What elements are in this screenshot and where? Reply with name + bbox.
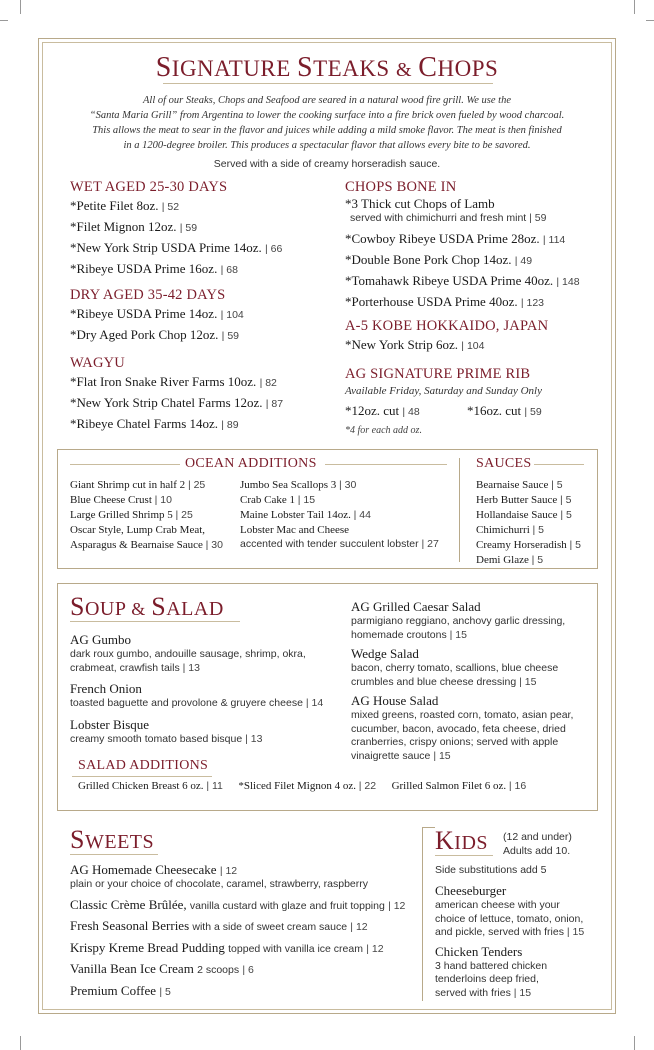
menu-item: Crab Cake 1 | 15 — [240, 494, 316, 506]
menu-item: Grilled Salmon Filet 6 oz. | 16 — [391, 780, 527, 792]
crop-mark — [20, 0, 21, 14]
item-description: toasted baguette and provolone & gruyere cheese | 14 — [70, 697, 324, 709]
heading-rule — [325, 464, 447, 465]
chops-section — [345, 179, 580, 310]
menu-item: *Petite Filet 8oz. | 52 — [70, 198, 180, 213]
menu-item: *New York Strip 6oz. | 104 — [345, 337, 485, 352]
title-underline — [435, 855, 493, 856]
section-heading: A-5 KOBE HOKKAIDO, JAPAN — [345, 318, 549, 334]
salad-additions-heading: SALAD ADDITIONS — [78, 758, 209, 773]
menu-item: *Ribeye USDA Prime 14oz. | 104 — [70, 306, 244, 321]
item-description: american cheese with your choice of lettuce, tomato, onion, and pickle, served with fries | 15 — [435, 899, 585, 938]
menu-item: *3 Thick cut Chops of Lamb — [345, 196, 495, 211]
menu-item: Giant Shrimp cut in half 2 | 25 — [70, 479, 206, 491]
crop-mark — [646, 20, 654, 21]
menu-item: *Ribeye Chatel Farms 14oz. | 89 — [70, 416, 239, 431]
prime-rib-section — [345, 366, 542, 436]
menu-item: *New York Strip Chatel Farms 12oz. | 87 — [70, 395, 284, 410]
wagyu-section — [70, 355, 283, 432]
sweets-list — [70, 862, 420, 999]
menu-item: Vanilla Bean Ice Cream 2 scoops | 6 — [70, 961, 254, 976]
menu-item: Chimichurri | 5 — [476, 524, 545, 536]
menu-item: Lobster Mac and Cheese — [240, 524, 350, 536]
menu-item: Asparagus & Bearnaise Sauce | 30 — [70, 539, 223, 551]
item-description: plain or your choice of chocolate, caramel, strawberry, raspberry — [70, 878, 369, 890]
menu-item: *Ribeye USDA Prime 16oz. | 68 — [70, 261, 238, 276]
menu-item: *Dry Aged Pork Chop 12oz. | 59 — [70, 327, 239, 342]
availability-note: Available Friday, Saturday and Sunday Only — [345, 385, 542, 397]
dry-aged-section — [70, 287, 244, 343]
menu-item: Premium Coffee | 5 — [70, 982, 171, 998]
menu-item: Herb Butter Sauce | 5 — [476, 494, 572, 506]
menu-item: Creamy Horseradish | 5 — [476, 539, 581, 551]
item-description: accented with tender succulent lobster | 27 — [240, 538, 439, 550]
soups-list — [70, 632, 340, 746]
kids-side-note: Side substitutions add 5 — [435, 864, 547, 876]
menu-item: Bearnaise Sauce | 5 — [476, 479, 563, 491]
section-heading: AG SIGNATURE PRIME RIB — [345, 366, 531, 382]
menu-item: Cheeseburger — [435, 883, 507, 898]
kids-list — [435, 883, 605, 1000]
menu-item: Wedge Salad — [351, 646, 419, 661]
kids-age-note: (12 and under) Adults add 10. — [503, 831, 572, 857]
kids-box — [422, 827, 423, 1001]
menu-item: *Tomahawk Ribeye USDA Prime 40oz. | 148 — [345, 272, 580, 288]
wet-aged-section — [70, 179, 282, 277]
menu-item: AG Homemade Cheesecake | 12 — [70, 862, 238, 877]
item-description: dark roux gumbo, andouille sausage, shrimp, okra, crabmeat, crawfish tails | 13 — [70, 648, 306, 674]
ocean-col-1 — [70, 478, 223, 553]
soup-salad-title: SOUP & SALAD — [70, 592, 224, 621]
menu-item: *New York Strip USDA Prime 14oz. | 66 — [70, 240, 283, 255]
sauces-heading: SAUCES — [476, 456, 532, 471]
title-underline — [163, 83, 493, 84]
item-description: parmigiano reggiano, anchovy garlic dressing, homemade croutons | 15 — [351, 615, 566, 641]
menu-item: AG Grilled Caesar Salad — [351, 599, 481, 614]
menu-item: Oscar Style, Lump Crab Meat, — [70, 524, 206, 536]
add-oz-note: *4 for each add oz. — [345, 425, 422, 436]
crop-mark — [0, 20, 8, 21]
kobe-section — [345, 318, 548, 353]
menu-item: *12oz. cut | 48 *16oz. cut | 59 — [345, 403, 542, 418]
section-heading: WAGYU — [70, 355, 125, 371]
menu-item: Grilled Chicken Breast 6 oz. | 11 — [78, 780, 223, 792]
title-underline — [70, 854, 158, 855]
menu-item: Demi Glaze | 5 — [476, 554, 544, 566]
menu-item: *Porterhouse USDA Prime 40oz. | 123 — [345, 293, 545, 309]
menu-item: Classic Crème Brûlée, vanilla custard with glaze and fruit topping | 12 — [70, 896, 406, 912]
menu-item: Blue Cheese Crust | 10 — [70, 494, 172, 506]
menu-item: AG Gumbo — [70, 632, 132, 647]
salad-additions — [78, 780, 526, 792]
crop-mark — [634, 1036, 635, 1050]
item-description: mixed greens, roasted corn, tomato, asian pear, cucumber, bacon, avocado, feta cheese, dried cranberries, crispy onions; served with apple vinaigrette sauce | 15 — [351, 709, 574, 762]
kids-box-top — [422, 827, 435, 828]
menu-item: *Cowboy Ribeye USDA Prime 28oz. | 114 — [345, 230, 566, 246]
page-title: SIGNATURE STEAKS & CHOPS — [155, 52, 499, 83]
menu-item: Lobster Bisque — [70, 716, 150, 732]
menu-item: Jumbo Sea Scallops 3 | 30 — [240, 479, 357, 491]
salads-list — [351, 599, 591, 763]
menu-item: French Onion — [70, 681, 142, 696]
heading-rule — [70, 464, 180, 465]
kids-title: KIDS — [435, 826, 489, 855]
divider — [459, 458, 460, 562]
item-description: 3 hand battered chicken tenderloins deep fried, served with fries | 15 — [435, 959, 548, 999]
menu-item: *Sliced Filet Mignon 4 oz. | 22 — [238, 780, 377, 792]
sauces-list — [476, 478, 581, 568]
menu-item: *Flat Iron Snake River Farms 10oz. | 82 — [70, 374, 277, 389]
menu-item: *Double Bone Pork Chop 14oz. | 49 — [345, 251, 533, 267]
menu-item: AG House Salad — [351, 693, 439, 708]
menu-item: Maine Lobster Tail 14oz. | 44 — [240, 509, 371, 521]
heading-rule — [72, 776, 212, 777]
served-note: Served with a side of creamy horseradish sauce. — [213, 158, 441, 170]
menu-item: Fresh Seasonal Berries with a side of sweet cream sauce | 12 — [70, 918, 368, 933]
ocean-col-2 — [240, 478, 439, 552]
menu-item: Large Grilled Shrimp 5 | 25 — [70, 509, 193, 521]
section-heading: DRY AGED 35-42 DAYS — [70, 287, 226, 303]
menu-item: Chicken Tenders — [435, 943, 523, 959]
crop-mark — [20, 1036, 21, 1050]
crop-mark — [634, 0, 635, 14]
ocean-heading: OCEAN ADDITIONS — [185, 456, 317, 471]
intro-paragraph: All of our Steaks, Chops and Seafood are seared in a natural wood fire grill. We use the “Santa Maria Grill” from Argentina to lower the cooking surface into a fire brick oven fueled by wood charcoal. This allows the meat to sear in the flavor and juices while adding a mild smoke flavor. The meat is then finished in a 1200-degree broiler. This produces a spectacular flavor that allows every bite to be savored. — [89, 95, 565, 151]
title-underline — [70, 621, 240, 622]
item-description: served with chimichurri and fresh mint | 59 — [350, 212, 547, 224]
menu-item: *Filet Mignon 12oz. | 59 — [70, 219, 198, 234]
sweets-title: SWEETS — [70, 825, 155, 854]
heading-rule — [534, 464, 584, 465]
menu-item: Krispy Kreme Bread Pudding topped with vanilla ice cream | 12 — [70, 939, 384, 955]
item-description: bacon, cherry tomato, scallions, blue cheese crumbles and blue cheese dressing | 15 — [351, 662, 559, 688]
item-description: creamy smooth tomato based bisque | 13 — [70, 732, 263, 745]
section-heading: WET AGED 25-30 DAYS — [70, 179, 228, 195]
section-heading: CHOPS BONE IN — [345, 179, 457, 195]
menu-item: Hollandaise Sauce | 5 — [476, 509, 572, 521]
